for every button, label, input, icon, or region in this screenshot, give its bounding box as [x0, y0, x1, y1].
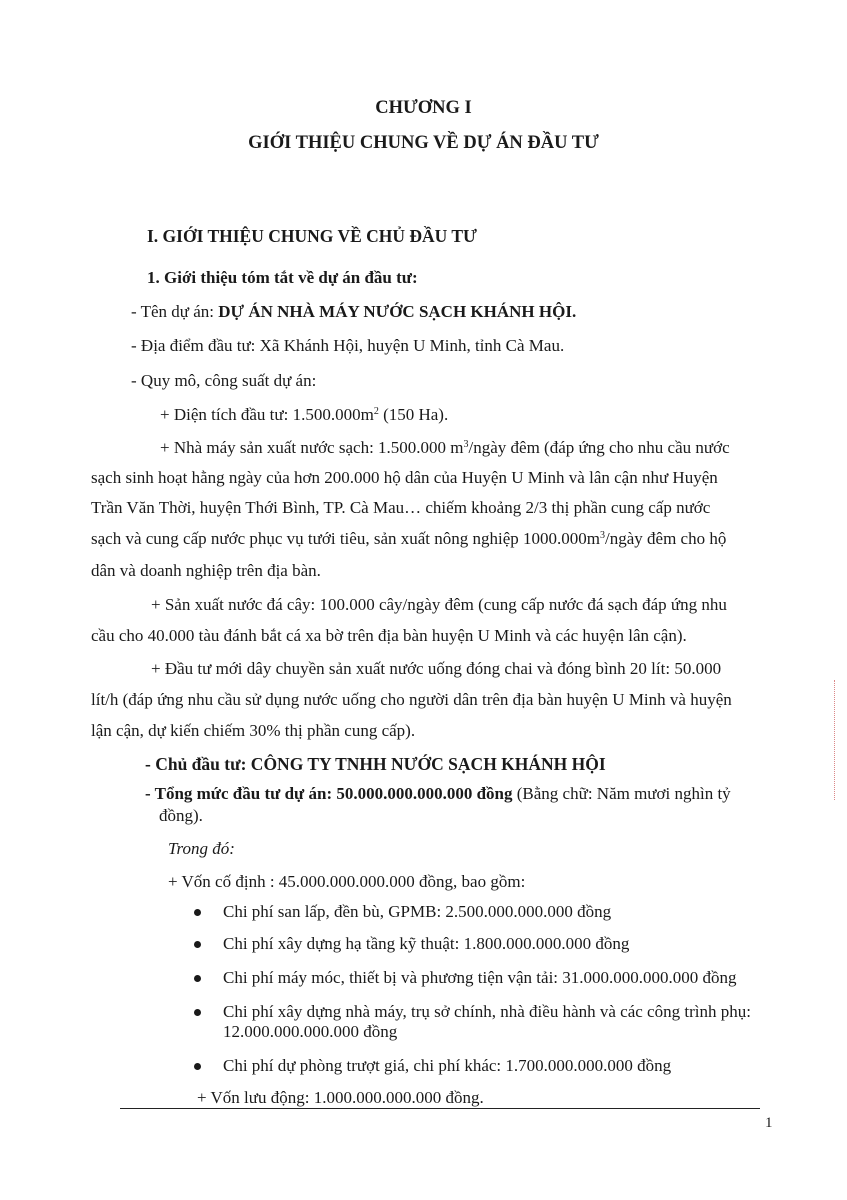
project-name-label: - Tên dự án:	[131, 302, 219, 321]
scale-label: - Quy mô, công suất dự án:	[131, 371, 317, 390]
total-rest: (Bằng chữ: Năm mươi nghìn tỷ	[512, 784, 731, 803]
list-item: Chi phí san lấp, đền bù, GPMB: 2.500.000.000.000 đồng	[223, 902, 612, 921]
water-plant-line-3: Trần Văn Thời, huyện Thới Bình, TP. Cà Mau… chiếm khoảng 2/3 thị phần cung cấp nước	[91, 498, 711, 517]
water-plant-text: + Nhà máy sản xuất nước sạch: 1.500.000 m	[160, 438, 464, 457]
investor-line: - Chủ đầu tư: CÔNG TY TNHH NƯỚC SẠCH KHÁNH HỘI	[145, 754, 606, 774]
water-plant-text-4-end: /ngày đêm cho hộ	[605, 529, 727, 548]
total-bold: - Tổng mức đầu tư dự án: 50.000.000.000.000 đồng	[145, 784, 513, 803]
water-plant-line-4	[91, 528, 726, 550]
water-plant-line-5: dân và doanh nghiệp trên địa bàn.	[91, 561, 321, 580]
bullet-icon	[194, 941, 201, 948]
list-item: Chi phí dự phòng trượt giá, chi phí khác: 1.700.000.000.000 đồng	[223, 1056, 672, 1075]
bullet-icon	[194, 909, 201, 916]
section-heading: I. GIỚI THIỆU CHUNG VỀ CHỦ ĐẦU TƯ	[147, 226, 477, 246]
location-line: - Địa điểm đầu tư: Xã Khánh Hội, huyện U Minh, tỉnh Cà Mau.	[131, 336, 565, 355]
chapter-title: CHƯƠNG I	[375, 98, 472, 118]
fixed-capital-line: + Vốn cố định : 45.000.000.000.000 đồng, bao gồm:	[168, 872, 526, 891]
total-line-1	[145, 783, 731, 805]
area-sup: 2	[373, 406, 379, 417]
working-capital-line: + Vốn lưu động: 1.000.000.000.000 đồng.	[197, 1088, 484, 1107]
project-name-line	[131, 301, 576, 323]
water-plant-line-2: sạch sinh hoạt hằng ngày của hơn 200.000 hộ dân của Huyện U Minh và lân cận như Huyện	[91, 468, 718, 487]
bullet-icon	[194, 1009, 201, 1016]
footer-rule	[120, 1108, 760, 1109]
bottling-line-3: lận cận, dự kiến chiếm 30% thị phần cung cấp).	[91, 721, 416, 740]
ice-line-2: cầu cho 40.000 tàu đánh bắt cá xa bờ trên địa bàn huyện U Minh và các huyện lân cận).	[91, 626, 687, 645]
ice-line-1: + Sản xuất nước đá cây: 100.000 cây/ngày đêm (cung cấp nước đá sạch đáp ứng nhu	[151, 595, 727, 614]
bullet-icon	[194, 975, 201, 982]
list-item: Chi phí xây dựng hạ tầng kỹ thuật: 1.800.000.000.000 đồng	[223, 934, 630, 953]
water-plant-text-4: sạch và cung cấp nước phục vụ tưới tiêu, sản xuất nông nghiệp 1000.000m	[91, 529, 600, 548]
project-name-value: DỰ ÁN NHÀ MÁY NƯỚC SẠCH KHÁNH HỘI.	[218, 302, 577, 321]
chapter-subtitle: GIỚI THIỆU CHUNG VỀ DỰ ÁN ĐẦU TƯ	[248, 133, 599, 153]
total-line-2: đồng).	[159, 806, 203, 825]
subsection-heading: 1. Giới thiệu tóm tắt về dự án đầu tư:	[147, 268, 418, 287]
bottling-line-2: lít/h (đáp ứng nhu cầu sử dụng nước uống cho người dân trên địa bàn huyện U Minh và huyện	[91, 690, 732, 709]
area-text: + Diện tích đầu tư: 1.500.000m	[160, 405, 374, 424]
area-line	[160, 404, 448, 426]
list-item-continued: 12.000.000.000.000 đồng	[223, 1022, 398, 1041]
stamp-mark	[834, 680, 843, 800]
water-plant-text-end: /ngày đêm (đáp ứng cho nhu cầu nước	[468, 438, 730, 457]
water-plant-sup: 3	[463, 439, 469, 450]
page-number: 1	[765, 1115, 773, 1131]
water-plant-sup-4: 3	[600, 530, 605, 541]
list-item: Chi phí máy móc, thiết bị và phương tiện vận tải: 31.000.000.000.000 đồng	[223, 968, 737, 987]
water-plant-line-1	[160, 437, 730, 459]
in-which-label: Trong đó:	[168, 839, 235, 858]
bottling-line-1: + Đầu tư mới dây chuyền sản xuất nước uống đóng chai và đóng bình 20 lít: 50.000	[151, 659, 722, 678]
list-item: Chi phí xây dựng nhà máy, trụ sở chính, nhà điều hành và các công trình phụ:	[223, 1002, 751, 1021]
area-text-end: (150 Ha).	[378, 405, 449, 424]
bullet-icon	[194, 1063, 201, 1070]
